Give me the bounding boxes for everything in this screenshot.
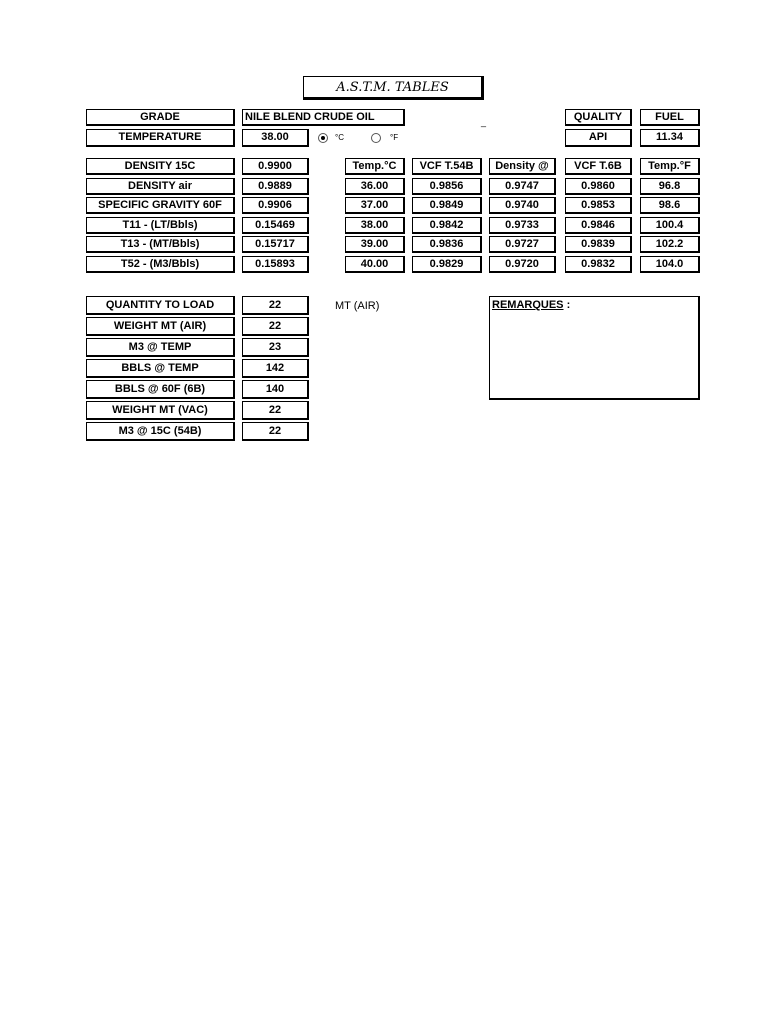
celsius-radio[interactable] xyxy=(318,133,328,143)
fahrenheit-radio-label: °F xyxy=(390,133,399,142)
quantity-value: 22 xyxy=(242,422,309,441)
vcf-cell: 0.9842 xyxy=(412,217,482,234)
density-value: 0.15469 xyxy=(242,217,309,234)
grade-label: GRADE xyxy=(86,109,235,126)
density-label: DENSITY 15C xyxy=(86,158,235,175)
vcf-cell: 39.00 xyxy=(345,236,405,253)
vcf-cell: 0.9733 xyxy=(489,217,556,234)
vcf-header: Density @ xyxy=(489,158,556,175)
page-title: A.S.T.M. TABLES xyxy=(303,76,484,100)
vcf-cell: 0.9849 xyxy=(412,197,482,214)
vcf-cell: 100.4 xyxy=(640,217,700,234)
quantity-value: 23 xyxy=(242,338,309,357)
vcf-cell: 98.6 xyxy=(640,197,700,214)
vcf-cell: 0.9836 xyxy=(412,236,482,253)
vcf-cell: 0.9853 xyxy=(565,197,632,214)
vcf-cell: 0.9720 xyxy=(489,256,556,273)
quantity-label: WEIGHT MT (VAC) xyxy=(86,401,235,420)
dash-mark: _ xyxy=(481,117,487,127)
density-label: DENSITY air xyxy=(86,178,235,195)
vcf-cell: 0.9846 xyxy=(565,217,632,234)
temperature-value-field[interactable]: 38.00 xyxy=(242,129,309,147)
grade-value-field[interactable]: NILE BLEND CRUDE OIL xyxy=(242,109,405,126)
vcf-cell: 102.2 xyxy=(640,236,700,253)
vcf-cell: 38.00 xyxy=(345,217,405,234)
quantity-label: BBLS @ TEMP xyxy=(86,359,235,378)
quantity-unit-note: MT (AIR) xyxy=(335,300,380,312)
vcf-cell: 36.00 xyxy=(345,178,405,195)
remarks-box[interactable] xyxy=(489,296,700,400)
vcf-cell: 37.00 xyxy=(345,197,405,214)
vcf-cell: 0.9727 xyxy=(489,236,556,253)
quantity-value: 22 xyxy=(242,317,309,336)
density-value: 0.15717 xyxy=(242,236,309,253)
remarks-label: REMARQUES xyxy=(492,299,564,311)
density-label: T52 - (M3/Bbls) xyxy=(86,256,235,273)
density-value: 0.9889 xyxy=(242,178,309,195)
quantity-label: M3 @ TEMP xyxy=(86,338,235,357)
quantity-value: 22 xyxy=(242,401,309,420)
quality-value-field[interactable]: FUEL xyxy=(640,109,700,126)
vcf-header: Temp.°F xyxy=(640,158,700,175)
vcf-cell: 104.0 xyxy=(640,256,700,273)
vcf-cell: 0.9839 xyxy=(565,236,632,253)
vcf-cell: 0.9829 xyxy=(412,256,482,273)
quantity-value: 142 xyxy=(242,359,309,378)
vcf-cell: 0.9740 xyxy=(489,197,556,214)
quantity-label: BBLS @ 60F (6B) xyxy=(86,380,235,399)
density-value: 0.9900 xyxy=(242,158,309,175)
quantity-label: QUANTITY TO LOAD xyxy=(86,296,235,315)
density-label: SPECIFIC GRAVITY 60F xyxy=(86,197,235,214)
temperature-label: TEMPERATURE xyxy=(86,129,235,147)
vcf-header: Temp.°C xyxy=(345,158,405,175)
quantity-to-load-field[interactable]: 22 xyxy=(242,296,309,315)
density-label: T13 - (MT/Bbls) xyxy=(86,236,235,253)
vcf-cell: 40.00 xyxy=(345,256,405,273)
quantity-label: WEIGHT MT (AIR) xyxy=(86,317,235,336)
vcf-cell: 0.9856 xyxy=(412,178,482,195)
quantity-label: M3 @ 15C (54B) xyxy=(86,422,235,441)
vcf-cell: 96.8 xyxy=(640,178,700,195)
vcf-header: VCF T.54B xyxy=(412,158,482,175)
vcf-cell: 0.9860 xyxy=(565,178,632,195)
fahrenheit-radio[interactable] xyxy=(371,133,381,143)
remarks-colon: : xyxy=(563,299,571,311)
quantity-value: 140 xyxy=(242,380,309,399)
vcf-cell: 0.9832 xyxy=(565,256,632,273)
api-value-field[interactable]: 11.34 xyxy=(640,129,700,147)
vcf-cell: 0.9747 xyxy=(489,178,556,195)
density-value: 0.15893 xyxy=(242,256,309,273)
celsius-radio-label: °C xyxy=(335,133,344,142)
api-label: API xyxy=(565,129,632,147)
density-value: 0.9906 xyxy=(242,197,309,214)
remarks-header xyxy=(492,299,570,311)
vcf-header: VCF T.6B xyxy=(565,158,632,175)
quality-label: QUALITY xyxy=(565,109,632,126)
density-label: T11 - (LT/Bbls) xyxy=(86,217,235,234)
